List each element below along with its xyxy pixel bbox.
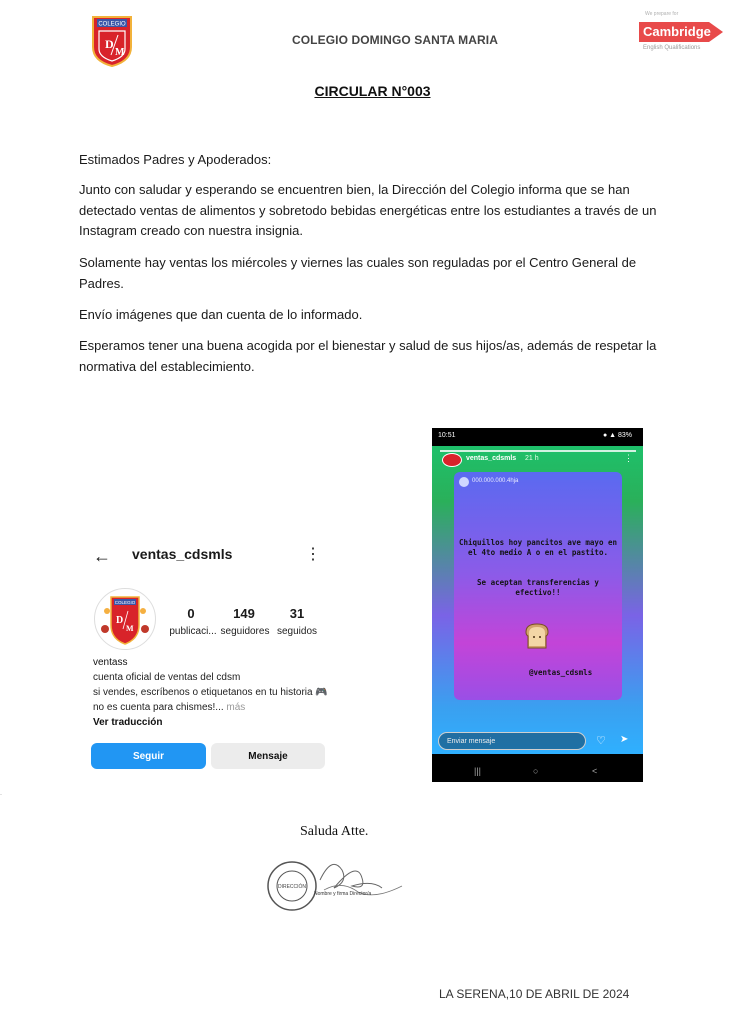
bio-line-2: si vendes, escríbenos o etiquetanos en tu historia 🎮 — [93, 687, 328, 698]
cambridge-brand-text: Cambridge — [643, 24, 711, 39]
story-mention-tag[interactable]: @ventas_cdsmls — [529, 668, 593, 677]
signature-label: Nombre y firma Director/a — [314, 891, 372, 897]
phone-status-bar: 10:51 ● ▲ 83% — [438, 432, 632, 439]
svg-text:D: D — [116, 615, 124, 626]
cambridge-prepares-text: We prepare for — [645, 11, 679, 17]
status-battery: 83% — [617, 432, 632, 439]
home-icon[interactable]: ○ — [533, 766, 539, 776]
school-crest-logo — [91, 15, 133, 67]
heart-icon[interactable]: ♡ — [596, 735, 606, 747]
margin-mark: · — [0, 792, 2, 798]
svg-text:COLEGIO: COLEGIO — [114, 600, 136, 605]
back-arrow-icon[interactable]: ← — [93, 546, 111, 566]
profile-display-name: ventass — [93, 657, 128, 668]
instagram-story-screenshot — [432, 428, 643, 782]
cambridge-badge — [639, 20, 723, 44]
circular-title: CIRCULAR N°003 — [314, 83, 431, 99]
svg-text:COLEGIO: COLEGIO — [98, 21, 126, 28]
card-handle: 000.000.000.4hja — [472, 478, 519, 484]
followers-count[interactable]: 149 — [233, 606, 255, 621]
document-date: LA SERENA,10 DE ABRIL DE 2024 — [439, 987, 630, 1001]
reply-input[interactable]: Enviar mensaje — [438, 732, 586, 750]
translate-link[interactable]: Ver traducción — [93, 717, 163, 728]
story-time-ago: 21 h — [525, 455, 539, 462]
paragraph-2: Solamente hay ventas los miércoles y viernes las cuales son reguladas por el Centro General de Padres. — [79, 255, 637, 291]
story-avatar[interactable] — [442, 453, 462, 467]
bio-line-3: no es cuenta para chismes!... — [93, 702, 224, 713]
following-count[interactable]: 31 — [289, 606, 305, 621]
story-username[interactable]: ventas_cdsmls — [466, 455, 517, 462]
svg-text:M: M — [115, 47, 125, 58]
toast-emoji-icon — [522, 622, 552, 650]
story-text-2: Se aceptan transferencias y efectivo!! — [477, 578, 599, 597]
following-label[interactable]: seguidos — [276, 626, 318, 637]
paragraph-1: Junto con saludar y esperando se encuentren bien, la Dirección del Colegio informa que se han detectado ventas de alimentos y sobretodo bebidas energéticas entre los estudiantes a través de un Instagram creado con nuestra insignia. — [79, 182, 657, 238]
more-options-icon[interactable]: ⋮ — [305, 546, 321, 563]
paragraph-4: Esperamos tener una buena acogida por el bienestar y salud de sus hijos/as, además de respetar la normativa del establecimiento. — [79, 338, 657, 374]
signature-stamp — [262, 850, 412, 916]
followers-label[interactable]: seguidores — [220, 626, 270, 637]
message-button[interactable]: Mensaje — [211, 743, 325, 769]
recent-apps-icon[interactable]: ||| — [474, 766, 482, 776]
school-name: COLEGIO DOMINGO SANTA MARIA — [291, 33, 499, 47]
card-avatar-icon — [459, 477, 469, 487]
posts-label: publicaci... — [169, 626, 217, 637]
paragraph-3: Envío imágenes que dan cuenta de lo informado. — [79, 307, 363, 322]
closing-text: Saluda Atte. — [300, 824, 369, 839]
bio-more-link[interactable]: más — [226, 702, 246, 713]
story-options-icon[interactable]: ⋮ — [624, 453, 633, 463]
follow-button[interactable]: Seguir — [91, 743, 206, 769]
story-progress-bar — [440, 450, 636, 452]
posts-count: 0 — [187, 606, 195, 621]
svg-text:M: M — [126, 624, 134, 633]
bio-line-1: cuenta oficial de ventas del cdsm — [93, 672, 241, 683]
send-icon[interactable]: ➤ — [620, 734, 629, 745]
profile-avatar[interactable] — [94, 588, 156, 650]
story-text-1: Chiquillos hoy pancitos ave mayo en el 4to medio A o en el pastito. — [458, 538, 618, 557]
cambridge-qualifications-text: English Qualifications — [643, 45, 701, 51]
svg-text:D: D — [105, 37, 114, 51]
instagram-profile-screenshot — [91, 540, 331, 775]
greeting: Estimados Padres y Apoderados: — [79, 152, 272, 167]
stamp-text: DIRECCIÓN — [277, 884, 307, 890]
profile-username: ventas_cdsmls — [132, 546, 233, 562]
status-time: 10:51 — [438, 432, 456, 439]
back-nav-icon[interactable]: < — [592, 766, 598, 776]
cambridge-logo — [639, 11, 723, 57]
